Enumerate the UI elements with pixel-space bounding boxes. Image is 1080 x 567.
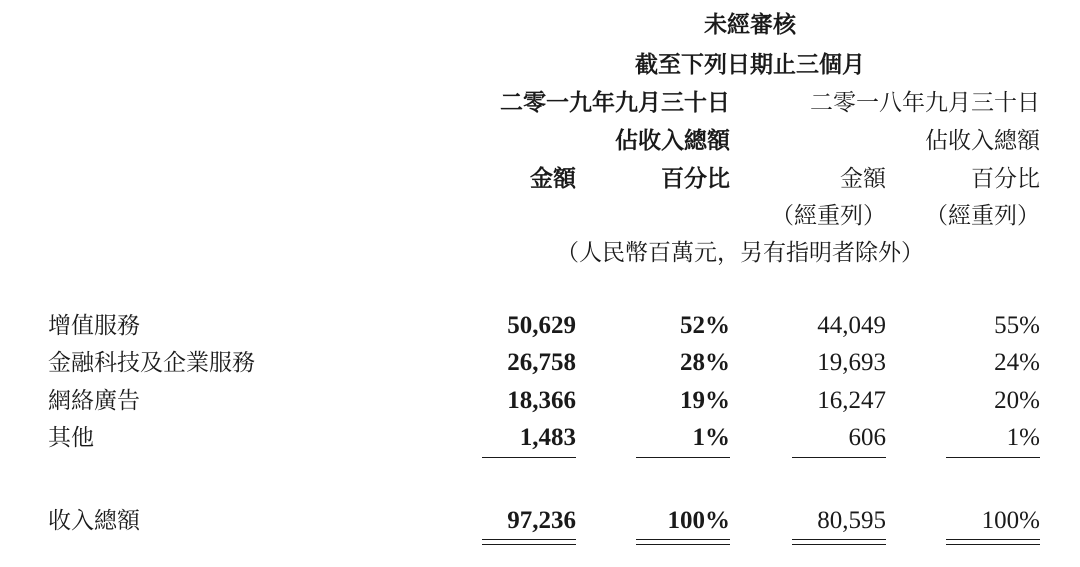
total-double-rule-top — [792, 539, 886, 540]
pct-2018: 20% — [994, 387, 1040, 414]
header-pct-of-total-2019: 佔收入總額 — [615, 128, 730, 154]
row-label: 增值服務 — [48, 313, 140, 339]
pct-2019: 1% — [692, 424, 730, 451]
total-double-rule-top — [636, 539, 730, 540]
total-double-rule-top — [482, 539, 576, 540]
pct-2018: 1% — [1006, 424, 1040, 451]
pct-2019: 28% — [680, 349, 730, 376]
amount-2018: 44,049 — [817, 312, 886, 339]
total-double-rule-top — [946, 539, 1040, 540]
total-double-rule-bottom — [792, 544, 886, 545]
header-pct-of-total-2018: 佔收入總額 — [925, 128, 1040, 154]
row-label: 金融科技及企業服務 — [48, 350, 255, 376]
subtotal-rule — [946, 457, 1040, 458]
header-amount-2018: 金額 — [840, 166, 886, 192]
header-unaudited: 未經審核 — [704, 12, 796, 38]
header-amount-2019: 金額 — [530, 166, 576, 192]
pct-2018: 24% — [994, 349, 1040, 376]
header-percent-2018: 百分比 — [971, 166, 1040, 192]
subtotal-rule — [636, 457, 730, 458]
pct-2018: 55% — [994, 312, 1040, 339]
total-double-rule-bottom — [636, 544, 730, 545]
amount-2018: 16,247 — [817, 387, 886, 414]
amount-2019: 1,483 — [519, 424, 576, 451]
pct-2019: 19% — [680, 387, 730, 414]
subtotal-rule — [482, 457, 576, 458]
header-restated-amount-2018: （經重列） — [771, 203, 886, 229]
amount-2019: 26,758 — [507, 349, 576, 376]
row-label: 其他 — [48, 425, 94, 451]
header-unit-note: （人民幣百萬元，另有指明者除外） — [556, 240, 924, 266]
header-restated-percent-2018: （經重列） — [925, 203, 1040, 229]
total-label: 收入總額 — [48, 508, 140, 534]
total-amount-2018: 80,595 — [817, 507, 886, 534]
total-double-rule-bottom — [482, 544, 576, 545]
header-date-2019: 二零一九年九月三十日 — [500, 90, 730, 116]
total-amount-2019: 97,236 — [507, 507, 576, 534]
header-period: 截至下列日期止三個月 — [635, 52, 865, 78]
amount-2019: 18,366 — [507, 387, 576, 414]
total-double-rule-bottom — [946, 544, 1040, 545]
header-date-2018: 二零一八年九月三十日 — [810, 90, 1040, 116]
header-percent-2019: 百分比 — [661, 166, 730, 192]
row-label: 網絡廣告 — [48, 388, 140, 414]
subtotal-rule — [792, 457, 886, 458]
pct-2019: 52% — [680, 312, 730, 339]
amount-2018: 606 — [848, 424, 886, 451]
amount-2018: 19,693 — [817, 349, 886, 376]
total-pct-2019: 100% — [667, 507, 730, 534]
total-pct-2018: 100% — [981, 507, 1040, 534]
amount-2019: 50,629 — [507, 312, 576, 339]
